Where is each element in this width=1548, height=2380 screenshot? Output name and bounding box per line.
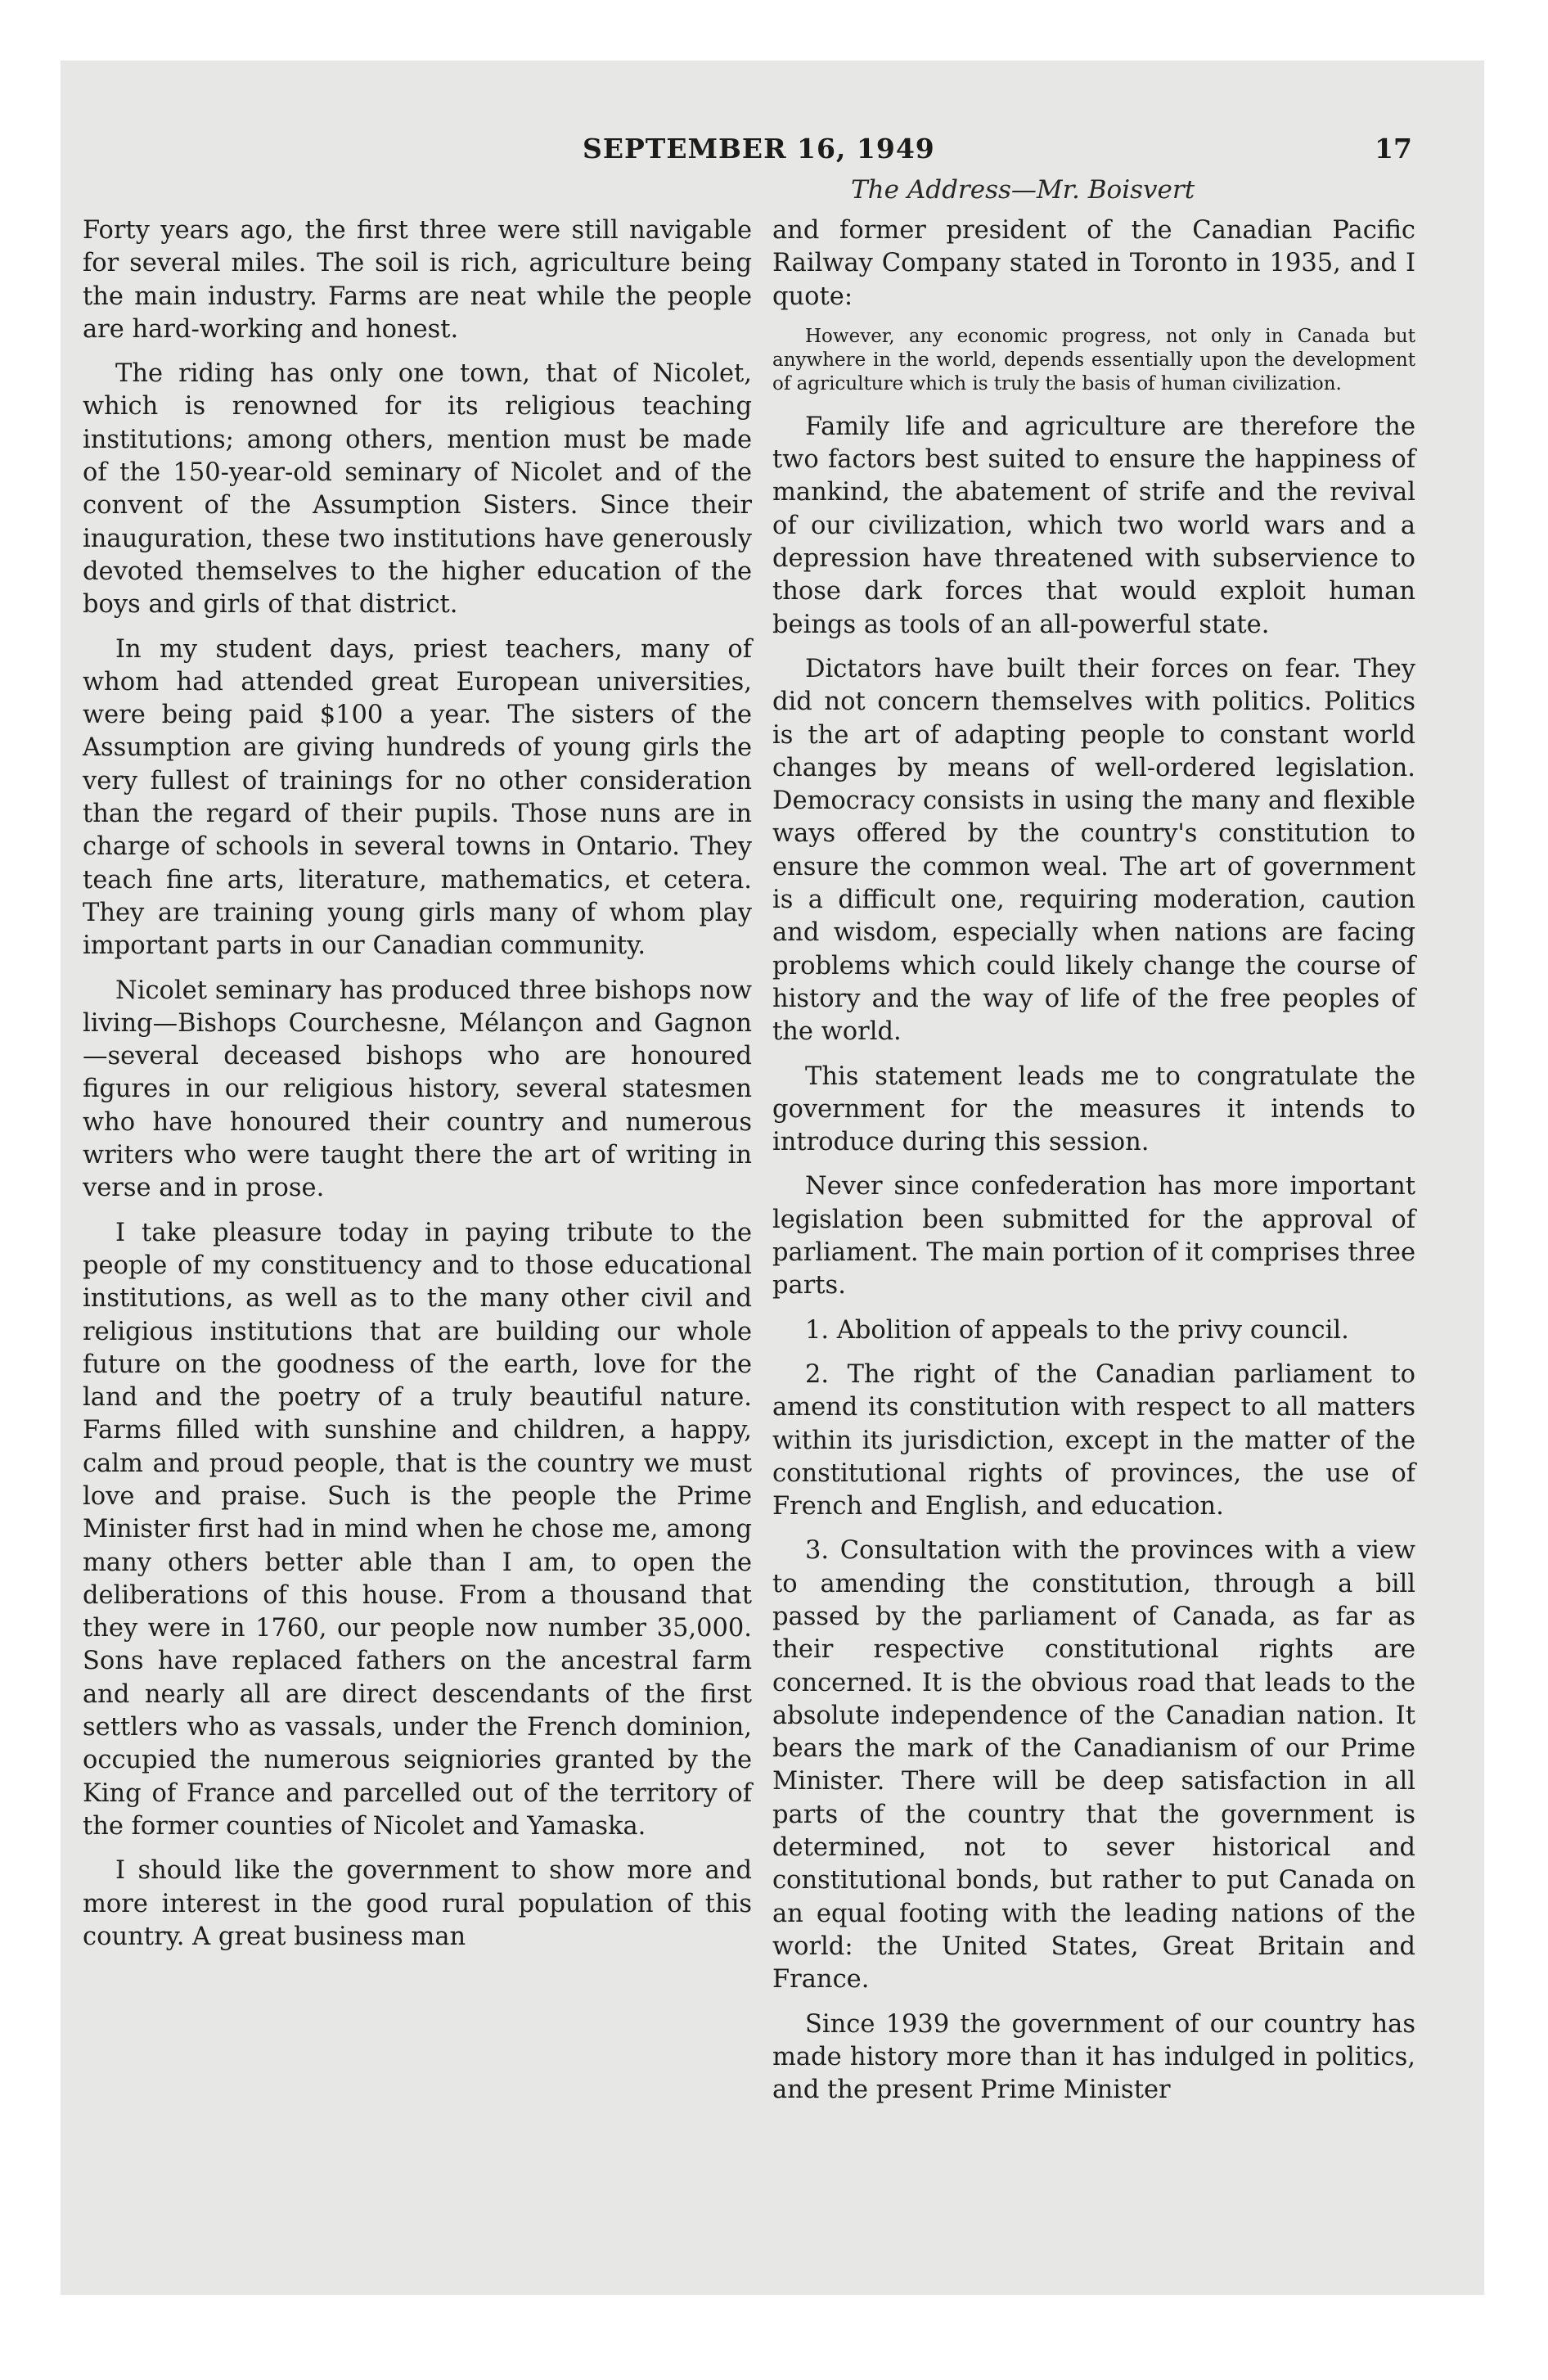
right-column <box>772 214 1415 2118</box>
list-item: 3. Consultation with the provinces with a view to amending the constitution, through a bill passed by the parliament of Canada, as far as their respective constitutional rights are concerned. It is the obvious road that leads to the absolute independence of the Canadian nation. It bears the mark of the Canadianism of our Prime Minister. There will be deep satisfaction in all parts of the country that the government is determined, not to sever historical and constitutional bonds, but rather to put Canada on an equal footing with the leading nations of the world: the United States, Great Britain and France. <box>772 1536 1415 1995</box>
list-item: 1. Abolition of appeals to the privy council. <box>805 1315 1349 1345</box>
page-header <box>61 133 1484 182</box>
paragraph: Forty years ago, the first three were still navigable for several miles. The soil is rich, agriculture being the main industry. Farms are neat while the people are hard-working and honest. <box>83 216 752 344</box>
section-subheading: The Address—Mr. Boisvert <box>851 175 1195 205</box>
paragraph: Family life and agriculture are therefore the two factors best suited to ensure the happiness of mankind, the abatement of strife and the revival of our civilization, which two world wars and a depression have threatened with subservience to those dark forces that would exploit human beings as tools of an all-powerful state. <box>772 412 1415 639</box>
page-number: 17 <box>1375 133 1412 165</box>
paragraph: I should like the government to show more and more interest in the good rural population of this country. A great business man <box>83 1856 752 1951</box>
paragraph: I take pleasure today in paying tribute to the people of my constituency and to those educational institutions, as well as to the many other civil and religious institutions that are building our whole future on the goodness of the earth, love for the land and the poetry of a truly beautiful nature. Farms filled with sunshine and children, a happy, calm and proud people, that is the country we must love and praise. Such is the people the Prime Minister first had in mind when he chose me, among many others better able than I am, to open the deliberations of this house. From a thousand that they were in 1760, our people now number 35,000. Sons have replaced fathers on the ancestral farm and nearly all are direct descendants of the first settlers who as vassals, under the French dominion, occupied the numerous seigniories granted by the King of France and parcelled out of the territory of the former counties of Nicolet and Yamaska. <box>83 1218 752 1841</box>
paragraph: Nicolet seminary has produced three bishops now living—Bishops Courchesne, Mélançon and Gagnon—several deceased bishops who are honoured figures in our religious history, several statesmen who have honoured their country and numerous writers who were taught there the art of writing in verse and in prose. <box>83 976 752 1203</box>
paragraph: This statement leads me to congratulate the government for the measures it intends to introduce during this session. <box>772 1062 1415 1157</box>
block-quote: However, any economic progress, not only in Canada but anywhere in the world, depends essentially upon the development of agriculture which is truly the basis of human civilization. <box>772 325 1415 394</box>
header-date: SEPTEMBER 16, 1949 <box>583 133 935 165</box>
left-column <box>83 214 752 1965</box>
paragraph: and former president of the Canadian Pacific Railway Company stated in Toronto in 1935, and I quote: <box>772 216 1415 311</box>
paragraph: In my student days, priest teachers, many of whom had attended great European universities, were being paid $100 a year. The sisters of the Assumption are giving hundreds of young girls the very fullest of trainings for no other consideration than the regard of their pupils. Those nuns are in charge of schools in several towns in Ontario. They teach fine arts, literature, mathematics, et cetera. They are training young girls many of whom play important parts in our Canadian community. <box>83 634 752 961</box>
paragraph: Since 1939 the government of our country has made history more than it has indulged in politics, and the present Prime Minister <box>772 2009 1415 2105</box>
list-item: 2. The right of the Canadian parliament to amend its constitution with respect to all matters within its jurisdiction, except in the matter of the constitutional rights of provinces, the use of French and English, and education. <box>772 1359 1415 1521</box>
paragraph: Never since confederation has more important legislation been submitted for the approval of parliament. The main portion of it comprises three parts. <box>772 1172 1415 1300</box>
paragraph: The riding has only one town, that of Nicolet, which is renowned for its religious teaching institutions; among others, mention must be made of the 150-year-old seminary of Nicolet and of the convent of the Assumption Sisters. Since their inauguration, these two institutions have generously devoted themselves to the higher education of the boys and girls of that district. <box>83 359 752 620</box>
paragraph: Dictators have built their forces on fear. They did not concern themselves with politics. Politics is the art of adapting people to constant world changes by means of well-ordered legislation. Democracy consists in using the many and flexible ways offered by the country's constitution to ensure the common weal. The art of government is a difficult one, requiring moderation, caution and wisdom, especially when nations are facing problems which could likely change the course of history and the way of life of the free peoples of the world. <box>772 654 1415 1047</box>
